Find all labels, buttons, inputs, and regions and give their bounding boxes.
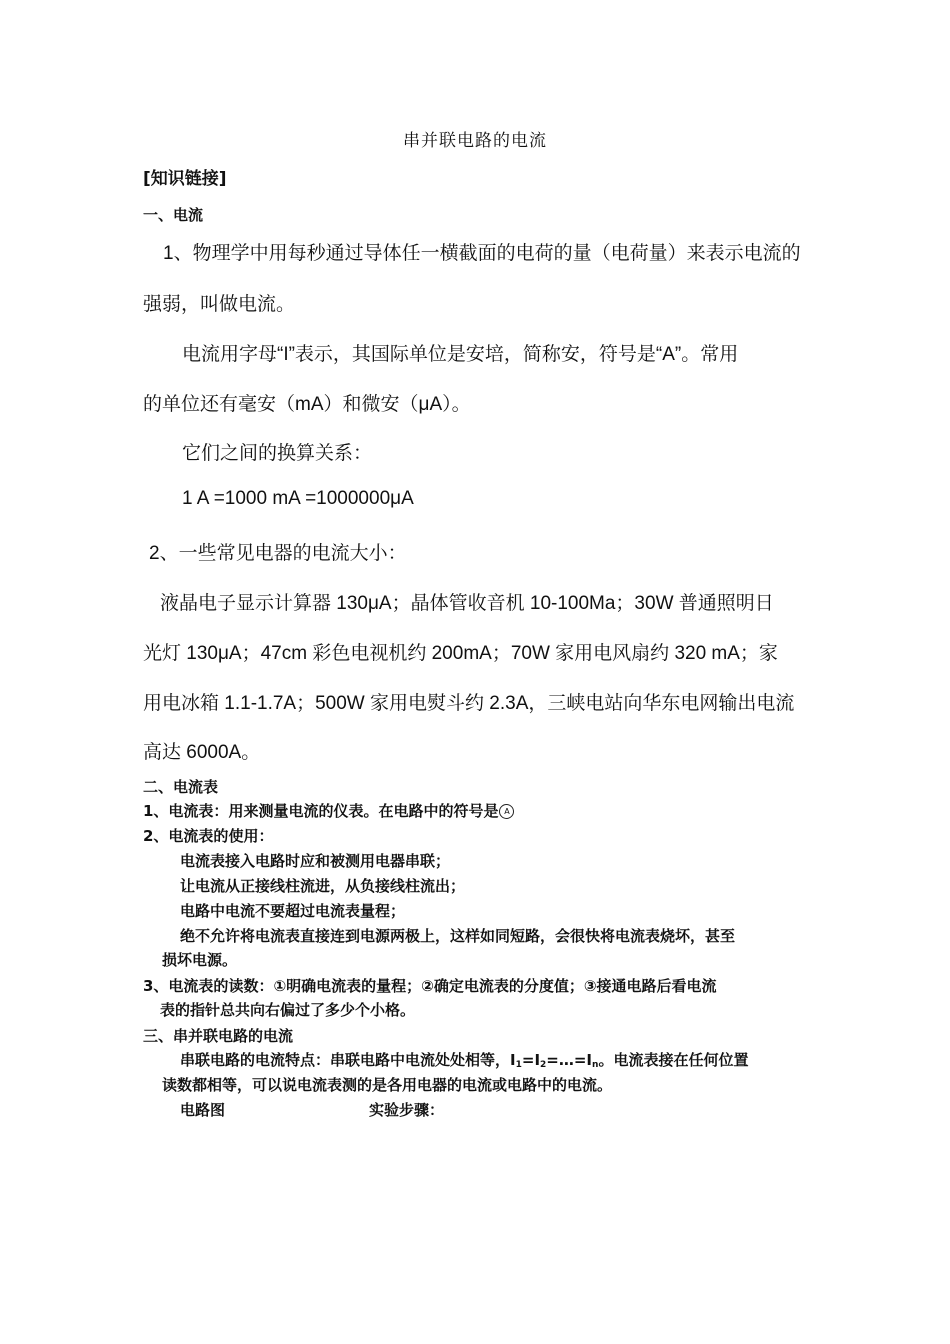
usage-rule: 电路中电流不要超过电流表量程； <box>180 902 406 920</box>
circuit-diagram-label: 电路图 <box>180 1101 226 1119</box>
equation-part: =I <box>521 1051 541 1069</box>
paragraph-line: 高达 6000A。 <box>143 742 261 763</box>
usage-rule: 绝不允许将电流表直接连到电源两极上，这样如同短路，会很快将电流表烧坏，甚至 <box>180 927 736 945</box>
knowledge-link-heading: [知识链接] <box>143 169 227 189</box>
paragraph-line: 电流用字母“I”表示，其国际单位是安培，简称安，符号是“A”。常用 <box>182 344 739 365</box>
usage-rule: 电流表接入电路时应和被测用电器串联； <box>180 852 451 870</box>
paragraph-line: 液晶电子显示计算器 130μA；晶体管收音机 10-100Ma；30W 普通照明日 <box>160 593 774 614</box>
usage-rule: 损坏电源。 <box>162 951 238 969</box>
series-text: 。电流表接在任何位置 <box>598 1051 749 1069</box>
page-title: 串并联电路的电流 <box>403 131 547 151</box>
paragraph-line: 强弱，叫做电流。 <box>143 294 296 315</box>
usage-rule: 让电流从正接线柱流进，从负接线柱流出； <box>180 877 466 895</box>
equation-subscript: 2 <box>540 1060 547 1070</box>
section-series-parallel-heading: 三、串并联电路的电流 <box>143 1027 294 1045</box>
experiment-steps-label: 实验步骤： <box>369 1101 445 1119</box>
series-current-feature: 读数都相等，可以说电流表测的是各用电器的电流或电路中的电流。 <box>162 1076 613 1094</box>
paragraph-line: 2、一些常见电器的电流大小： <box>149 543 407 564</box>
equation-subscript: 1 <box>515 1060 522 1070</box>
conversion-formula: 1 A =1000 mA =1000000μA <box>182 488 414 509</box>
paragraph-line: 光灯 130μA；47cm 彩色电视机约 200mA；70W 家用电风扇约 320 mA；家 <box>143 643 778 664</box>
section-ammeter-heading: 二、电流表 <box>143 778 219 796</box>
equation-subscript: n <box>592 1060 599 1070</box>
paragraph-line: 它们之间的换算关系： <box>182 443 373 464</box>
equation-part: I <box>510 1051 516 1069</box>
ammeter-reading: 3、电流表的读数：①明确电流表的量程；②确定电流表的分度值；③接通电路后看电流 <box>143 977 717 995</box>
ammeter-definition <box>143 800 514 821</box>
paragraph-line: 1、物理学中用每秒通过导体任一横截面的电荷的量（电荷量）来表示电流的 <box>163 243 801 264</box>
ammeter-symbol-icon: A <box>499 804 514 819</box>
paragraph-line: 的单位还有毫安（mA）和微安（μA）。 <box>143 394 471 415</box>
paragraph-line: 用电冰箱 1.1-1.7A；500W 家用电熨斗约 2.3A，三峡电站向华东电网输出电流 <box>143 693 795 714</box>
section-current-heading: 一、电流 <box>143 206 204 224</box>
series-text: 串联电路的电流特点：串联电路中电流处处相等， <box>180 1051 511 1069</box>
equation-part: =…=I <box>546 1051 593 1069</box>
ammeter-definition-text: 1、电流表：用来测量电流的仪表。在电路中的符号是 <box>143 802 499 820</box>
ammeter-reading: 表的指针总共向右偏过了多少个小格。 <box>160 1001 416 1019</box>
series-current-feature <box>180 1049 748 1070</box>
ammeter-usage-heading: 2、电流表的使用： <box>143 827 274 845</box>
